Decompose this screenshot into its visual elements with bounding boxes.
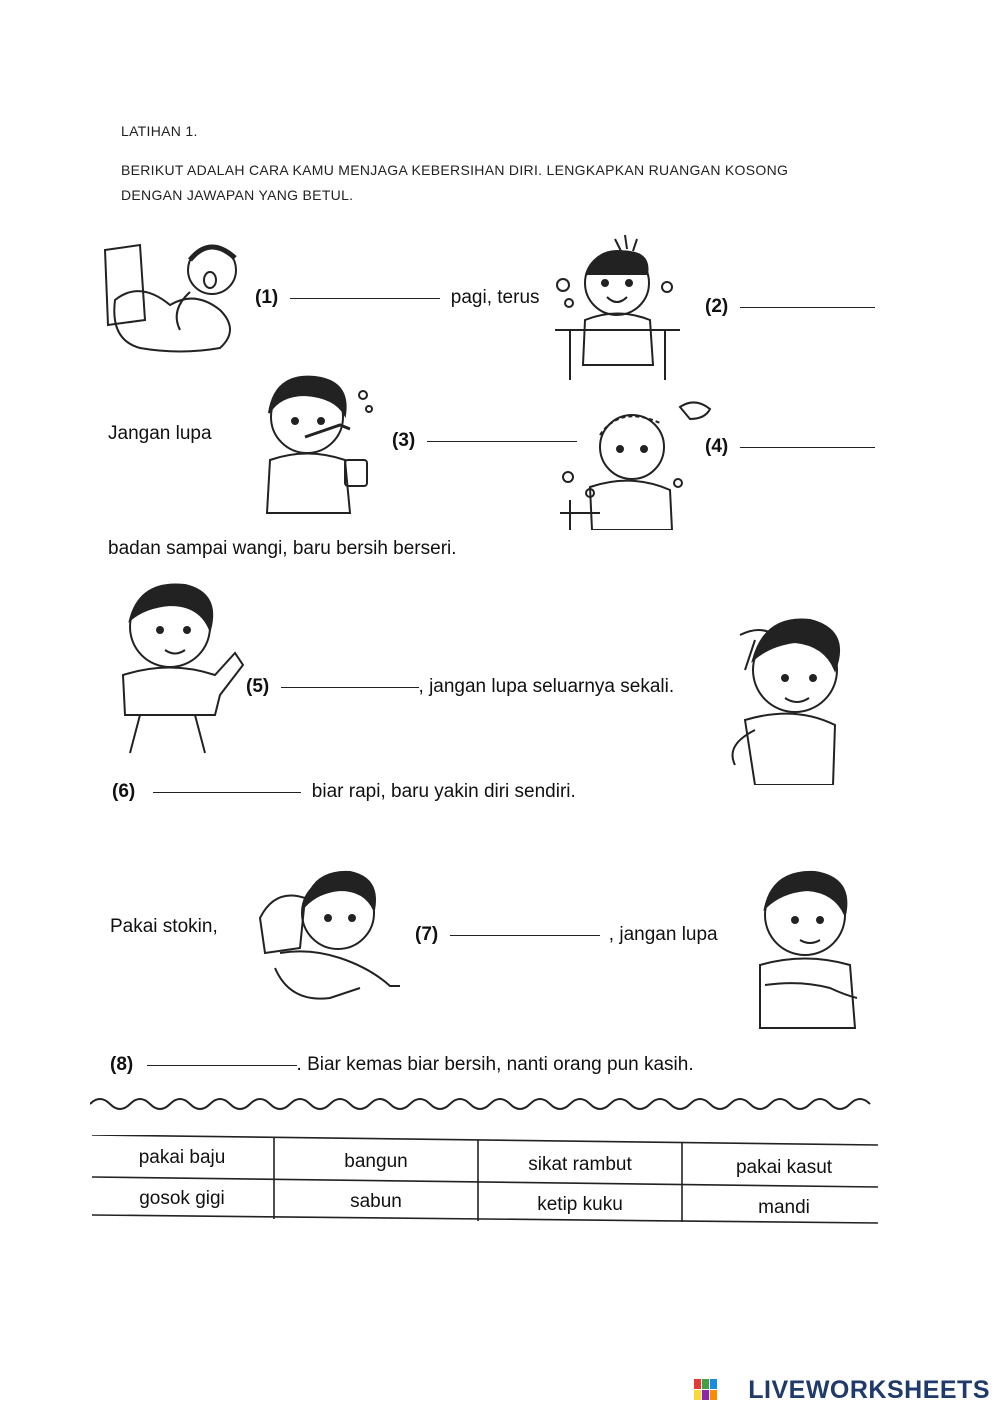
boy-dressing-illustration <box>105 575 250 755</box>
boy-brushing-teeth-illustration <box>245 365 380 515</box>
question-4-number: (4) <box>705 436 729 457</box>
question-3-line <box>392 430 577 452</box>
answer-7-blank[interactable] <box>450 934 600 936</box>
question-8-number: (8) <box>110 1054 134 1075</box>
boy-showering-illustration <box>560 395 730 530</box>
answer-8-blank[interactable] <box>147 1064 297 1066</box>
question-7-line <box>415 924 718 946</box>
question-2-line <box>705 296 875 318</box>
question-5-number: (5) <box>246 676 270 697</box>
word-bank-cell[interactable]: ketip kuku <box>537 1194 623 1215</box>
question-4-line <box>705 436 875 458</box>
answer-2-blank[interactable] <box>740 306 875 308</box>
question-6-text: biar rapi, baru yakin diri sendiri. <box>311 781 576 802</box>
question-7-text: , jangan lupa <box>608 924 718 945</box>
question-6-line <box>112 781 576 803</box>
word-bank-cell[interactable]: mandi <box>758 1197 810 1218</box>
question-3-number: (3) <box>392 430 416 451</box>
question-8-text: . Biar kemas biar bersih, nanti orang pun kasih. <box>296 1054 694 1075</box>
instruction-line-1: BERIKUT ADALAH CARA KAMU MENJAGA KEBERSIHAN DIRI. LENGKAPKAN RUANGAN KOSONG <box>121 162 789 178</box>
question-1-line <box>255 287 540 309</box>
word-bank-cell[interactable]: bangun <box>344 1151 408 1172</box>
question-2-number: (2) <box>705 296 729 317</box>
question-5-line <box>246 676 674 698</box>
boy-combing-hair-illustration <box>685 600 870 785</box>
question-8-line <box>110 1054 694 1076</box>
answer-5-blank[interactable] <box>281 686 419 688</box>
answer-1-blank[interactable] <box>290 297 440 299</box>
word-bank-cell[interactable]: sabun <box>350 1191 402 1212</box>
liveworksheets-brand[interactable]: LIVEWORKSHEETS <box>748 1376 990 1404</box>
liveworksheets-logo-icon <box>694 1379 718 1401</box>
worksheet-title: LATIHAN 1. <box>121 123 198 139</box>
word-bank-cell[interactable]: gosok gigi <box>139 1188 225 1209</box>
answer-4-blank[interactable] <box>740 446 875 448</box>
boy-putting-on-socks-illustration <box>250 858 405 1008</box>
question-4-continuation: badan sampai wangi, baru bersih berseri. <box>108 538 457 559</box>
question-6-number: (6) <box>112 781 136 802</box>
answer-6-blank[interactable] <box>153 791 301 793</box>
word-bank-cell[interactable]: pakai kasut <box>735 1157 833 1178</box>
question-7-number: (7) <box>415 924 439 945</box>
word-bank-cell[interactable]: pakai baju <box>138 1147 226 1168</box>
answer-3-blank[interactable] <box>427 440 577 442</box>
boy-cutting-nails-illustration <box>745 860 870 1030</box>
instruction-line-2: DENGAN JAWAPAN YANG BETUL. <box>121 187 354 203</box>
word-bank-cell[interactable]: sikat rambut <box>528 1154 632 1175</box>
boy-waking-up-illustration <box>100 230 250 355</box>
boy-washing-face-illustration <box>555 235 680 380</box>
word-bank-table <box>92 1135 878 1225</box>
question-3-lead: Jangan lupa <box>108 423 212 444</box>
question-1-text: pagi, terus <box>450 287 540 308</box>
question-5-text: , jangan lupa seluarnya sekali. <box>418 676 675 697</box>
question-1-number: (1) <box>255 287 279 308</box>
question-7-lead: Pakai stokin, <box>110 916 218 937</box>
wavy-separator <box>90 1092 880 1116</box>
